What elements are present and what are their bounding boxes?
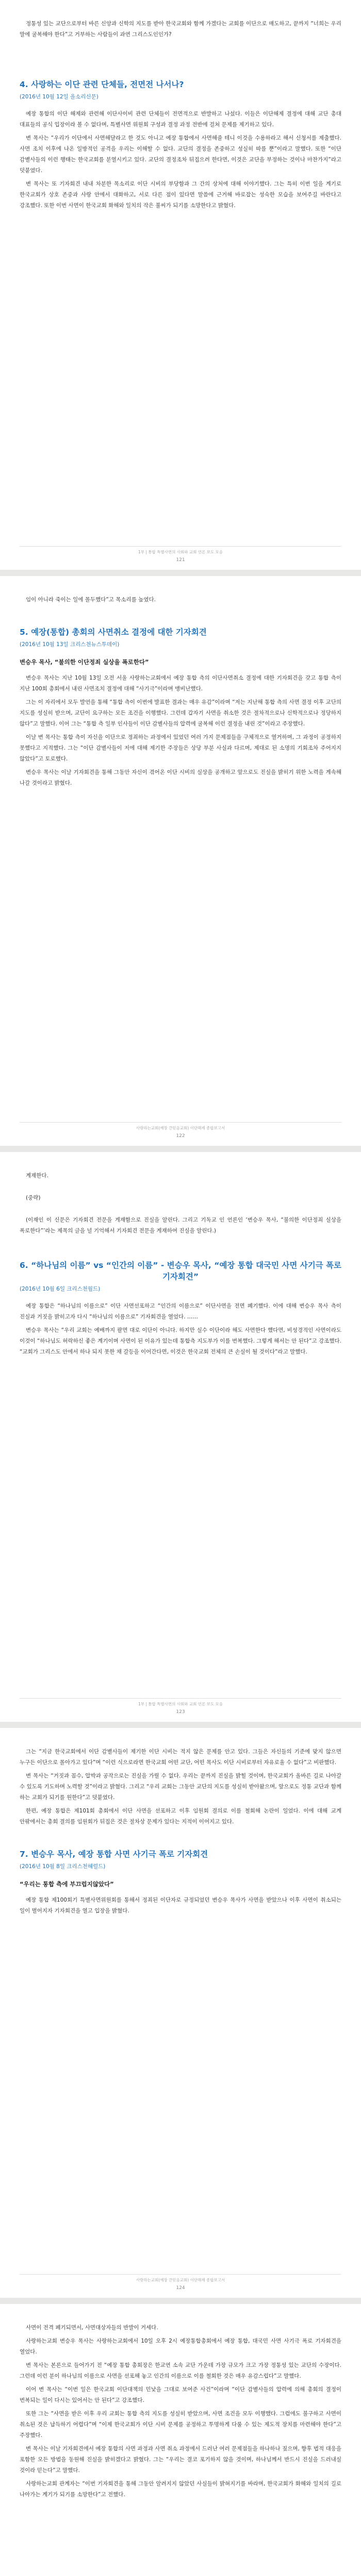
page-footer [0, 1122, 361, 1140]
page-footer [0, 2274, 361, 2292]
intro-paragraph: 사랑하는교회 관계자는 “이번 기자회견을 통해 그동안 알려지지 않았던 사실들이 밝혀지기를 바라며, 한국교회가 화해와 일치의 길로 나아가는 계기가 되기를 소망한다”고 전했다. [20, 2481, 341, 2498]
article-paragraph: 변승우 목사는 이날 기자회견을 통해 그동안 자신이 겪어온 이단 시비의 실상을 공개하고 앞으로도 진실을 밝히기 위한 노력을 계속해 나갈 것이라고 밝혔다. [20, 769, 341, 786]
document-page-124 [0, 1728, 361, 2298]
article-paragraph: 변승우 목사는 지난 10월 13일 오전 서울 사랑하는교회에서 예장 통합 측의 이단사면취소 결정에 대한 기자회견을 갖고 통합 측이 지난 100회 총회에서 내린 사면조치 결정에 대해 “사기극”이라며 맹비난했다. [20, 675, 341, 692]
article-title: 6. “하나님의 이름” vs “인간의 이름” - 변승우 목사, “예장 통합 대국민 사면 사기극 폭로 기자회견” [20, 1261, 341, 1281]
article-paragraph: 이날 변 목사는 통합 측이 자신을 이단으로 정죄하는 과정에서 있었던 여러 가지 문제점들을 구체적으로 열거하며, 그 과정이 공정하지 못했다고 지적했다. 그는 “이단 감별사들이 저에 대해 제기한 주장들은 상당 부분 사실과 다르며, 제대로 된 소명의 기회조차 주어지지 않았다”고 토로했다. [20, 734, 341, 762]
intro-paragraph: (이재인 이 신문은 기자회견 전문을 게재함으로 진실을 알린다. 그리고 기독교 인 언론인 ‘변승우 목사, “불의한 이단정죄 실상을 폭로한다”’라는 제목의 글을 널 기억해서 기자회견 전문을 게재하여 진실을 알린다.) [20, 1217, 341, 1234]
footer-divider [20, 1698, 341, 1699]
article-section-4 [20, 43, 341, 211]
intro-paragraph: 또한 그는 “사면을 받은 이후 우리 교회는 통합 측의 지도를 성실히 받았으며, 사면 조건을 모두 이행했다. 그럼에도 불구하고 사면이 취소된 것은 납득하기 어렵다”며 “이제 한국교회가 이단 시비 문제를 공정하고 투명하게 다룰 수 있는 제도적 장치를 마련해야 한다”고 주장했다. [20, 2411, 341, 2438]
article-source: (2016년 10월 6일 크리스천월드) [20, 1286, 101, 1292]
intro-paragraph: 이어 변 목사는 “이번 일은 한국교회 이단대책의 민낯을 그대로 보여준 사건”이라며 “이단 감별사들의 압력에 의해 총회의 결정이 번복되는 일이 다시는 있어서는 안 된다”고 강조했다. [20, 2386, 341, 2403]
page-footer [0, 1698, 361, 1716]
intro-paragraph: 사면이 전격 폐기되면서, 사면대상자들의 반발이 거세다. [26, 2325, 158, 2331]
intro-paragraph: 정통성 있는 교단으로부터 바른 신앙과 신학의 지도를 받아 한국교회와 함께 가겠다는 교회를 이단으로 매도하고, 끝까지 “너희는 우리 말에 굴복해야 한다”고 거부하는 사람들이 과연 그리스도인인가? [20, 21, 341, 38]
intro-paragraph: 한편, 예장 통합은 제101회 총회에서 이단 사면을 선포하고 이후 임원회 결의로 이를 철회해 논란이 일었다. 이에 대해 교계 안팎에서는 총회 결의를 임원회가 뒤집은 것은 절차상 문제가 있다는 지적이 이어지고 있다. [20, 1808, 341, 1825]
intro-paragraph: 사랑하는교회 변승우 목사는 사랑하는교회에서 10일 오후 2시 예장통합총회에서 예장 통합, 대국민 사면 사기극 폭로 기자회견을 열었다. [20, 2338, 341, 2355]
article-section-7 [20, 1830, 341, 1917]
page-number: 124 [176, 2285, 185, 2291]
footer-divider [20, 2274, 341, 2275]
article-title: 7. 변승우 목사, 예장 통합 사면 사기극 폭로 기자회견 [20, 1850, 208, 1859]
footer-caption: 사랑하는교회(예장 큰믿음교회) 이단해제 종합보고서 [136, 1126, 225, 1130]
document-page-121 [0, 0, 361, 570]
article-headline-quote: 변승우 목사, “불의한 이단정죄 실상을 폭로한다” [20, 658, 149, 666]
intro-paragraph: (중략) [26, 1195, 41, 1201]
article-section-6 [20, 1239, 341, 1358]
article-source: (2016년 10월 12일 올소리신문) [20, 94, 99, 100]
article-paragraph: 변 목사는 “우리가 이단에서 사면해달라고 한 것도 아니고 예장 통합에서 사면해줄 테니 이것을 수용하라고 해서 신청서를 제출했다. 사면 조치 이후에 나온 일방적인 공격을 우리는 이해할 수 없다. 교단의 결정을 존중하고 성실히 따를 뿐”이라고 말했다. 또한 “이단 감별사들의 이런 행태는 한국교회를 분열시키고 있다. 교단의 결정조차 뒤집으려 한다면, 이것은 교단을 부정하는 것이나 마찬가지”라고 덧붙였다. [20, 135, 341, 174]
footer-caption: 사랑하는교회(예장 큰믿음교회) 이단해제 종합보고서 [136, 2278, 225, 2282]
article-paragraph: 예장 통합 제100회기 특별사면위원회를 통해서 정죄된 이단자로 규정되었던 변승우 목사가 사면을 받았으나 이후 사면이 취소되는 일이 벌어지자 기자회견을 열고 입장을 밝혔다. [20, 1897, 341, 1914]
article-paragraph: 그는 이 자리에서 모두 발언을 통해 “통합 측이 이번에 발표한 결과는 매우 유감”이라며 “저는 지난해 통합 측의 사면 결정 이후 교단의 지도를 성실히 받으며, 교단이 요구하는 모든 조건을 이행했다. 그런데 갑자기 사면을 취소한 것은 절차적으로나 신학적으로나 정당하지 않다”고 말했다. 이어 그는 “통합 측 일부 인사들이 이단 감별사들의 압력에 굴복해 이런 결정을 내린 것”이라고 주장했다. [20, 699, 341, 727]
document-page-122 [0, 576, 361, 1146]
article-title: 5. 예장(통합) 총회의 사면취소 결정에 대한 기자회견 [20, 628, 207, 637]
intro-paragraph: 계재한다. [26, 1173, 48, 1179]
document-page-123 [0, 1152, 361, 1722]
footer-divider [20, 1122, 341, 1123]
article-paragraph: 변 목사는 또 기자회견 내내 차분한 목소리로 이단 시비의 부당함과 그 간의 상처에 대해 이야기했다. 그는 특히 이번 일을 계기로 한국교회가 상호 존중과 사랑 안에서 대화하고, 서로 다른 점이 있다면 말씀에 근거해 바로잡는 성숙한 모습을 보여주길 바란다고 강조했다. 또한 이번 사면이 한국교회 화해와 일치의 작은 불씨가 되기를 소망한다고 밝혔다. [20, 181, 341, 209]
page-number: 123 [176, 1709, 185, 1715]
footer-caption: 1부 | 통합 특별사면의 사회와 교회 언론 보도 모음 [138, 550, 223, 554]
article-title: 4. 사랑하는 이단 관련 단체들, 전면전 나서나? [20, 80, 184, 89]
footer-divider [20, 546, 341, 547]
page-footer [0, 546, 361, 564]
article-paragraph: 예장 통합의 이단 해제와 관련해 이단사이비 관련 단체들이 전면적으로 반발하고 나섰다. 이들은 이단해제 결정에 대해 교단 총대 대표들의 공식 입장이라 볼 수 없다며, 특별사면 위원회 구성과 결정 과정 전반에 걸쳐 문제를 제기하고 있다. [20, 111, 341, 128]
page-number: 121 [176, 557, 185, 563]
article-section-5 [20, 608, 341, 789]
document-page-125 [0, 2304, 361, 2576]
article-source: (2016년 10월 8일 크리스천해럴드) [20, 1863, 106, 1870]
page-number: 122 [176, 1133, 185, 1139]
article-paragraph: 예장 통합은 “하나님의 이름으로” 이단 사면선포하고 “인간의 이름으로” 이단사면을 전면 폐기했다. 이에 대해 변승우 목사 측이 진실과 거짓을 밝히고자 다시 “하나님의 이름으로” 기자회견을 열었다. …… [20, 1303, 341, 1320]
article-paragraph: 변승우 목사는 “우리 교회는 예배까지 팔면 대로 이단이 아니다. 하지만 실수 이단이라 해도 사면한다 했다면, 비성경적인 사면이라도 이것이 “하나님도 허락하신 좋은 계기이며 사면이 된 이유가 있는데 통합측 지도부가 이를 번복했다. 그렇게 해서는 안 된다”고 강조했다. “교회가 그리스도 안에서 하나 되지 못한 채 갈등을 이어간다면, 이것은 한국교회 전체의 큰 손실이 될 것이다”라고 말했다. [20, 1327, 341, 1355]
intro-paragraph: 변 목사는 “거짓과 꼼수, 압박과 공작으로는 진실을 가릴 수 없다. 우리는 끝까지 진실을 밝힐 것이며, 한국교회가 올바른 길로 나아갈 수 있도록 기도하며 노력할 것”이라고 밝혔다. 그리고 “우리 교회는 그동안 교단의 지도를 성실히 받아왔으며, 앞으로도 정통 교단과 함께 하는 교회가 되기를 원한다”고 덧붙였다. [20, 1773, 341, 1801]
intro-paragraph: 임이 아니라 죽이는 일에 몰두했다”고 목소리를 높였다. [26, 597, 156, 603]
intro-paragraph: 그는 “지금 한국교회에서 이단 감별사들이 제기한 이단 시비는 적지 않은 문제를 안고 있다. 그들은 자신들의 기준에 맞지 않으면 누구든 이단으로 몰아가고 있다”며 “이런 식으로라면 한국교회 어떤 교단, 어떤 목사도 이단 시비로부터 자유로울 수 없다”고 비판했다. [20, 1749, 341, 1766]
footer-caption: 1부 | 통합 특별사면의 사회와 교회 언론 보도 모음 [138, 1702, 223, 1706]
intro-paragraph: 변 목사는 이날 기자회견에서 예장 통합의 사면 과정과 사면 취소 과정에서 드러난 여러 문제점들을 하나하나 짚으며, 향후 법적 대응을 포함한 모든 방법을 동원해 진실을 밝히겠다고 밝혔다. 그는 “우리는 결코 포기하지 않을 것이며, 하나님께서 반드시 진실을 드러내실 것이라 믿는다”고 말했다. [20, 2446, 341, 2473]
intro-paragraph: 변 목사는 본론으로 들어가기 전 “예장 통합 총회장은 한교연 소속 교단 가운데 가장 규모가 크고 가장 정통성 있는 교단의 수장이다. 그런데 이런 분이 하나님의 이름으로 사면을 선포해 놓고 인간의 이름으로 이를 철회한 것은 매우 유감스럽다”고 말했다. [20, 2362, 341, 2379]
article-source: (2016년 10월 13일 크리스천뉴스투데이) [20, 641, 120, 648]
article-headline-quote: “우리는 통합 측에 부끄럽지않았다” [20, 1880, 114, 1888]
